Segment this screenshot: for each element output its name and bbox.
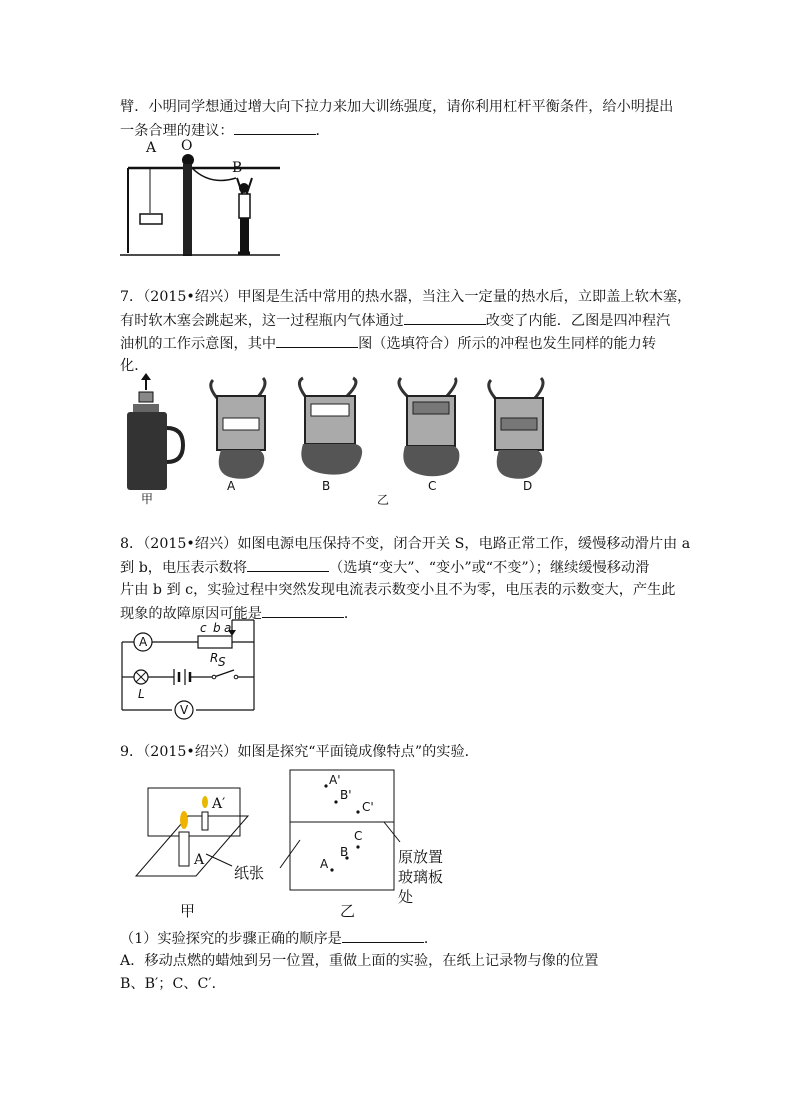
label-c: C [428,479,437,493]
q6-line-2-post: ． [315,123,330,139]
thermos-engine-figure [115,370,555,510]
q8-answer-blank-1[interactable] [247,557,329,572]
q8-line-4-post: ． [343,606,359,622]
label-yi: 乙 [340,902,356,920]
label-o: O [181,138,193,154]
q9-sub-1 [120,928,438,949]
lamp-icon [134,670,148,684]
q8-line-2-post: （选填“变大”、“变小”或“不变”）；继续缓慢移动滑 [329,560,650,576]
q8-line-1: 8．（2015•绍兴）如图电源电压保持不变，闭合开关 S，电路正常工作，缓慢移动滑片由 a [120,536,691,552]
label-paper: 纸张 [234,864,265,882]
label-a: A [194,852,205,868]
candle-icon [179,811,189,866]
label-s: S [218,655,226,669]
ammeter-icon [134,633,152,651]
label-l: L [138,687,145,701]
q7-line-3 [120,333,656,354]
label-b: b [213,621,221,635]
q7-answer-blank-1[interactable] [404,310,486,325]
q9-answer-blank[interactable] [342,928,424,943]
q9-sub-1-post: ． [423,931,439,947]
q6-line-2-pre: 一条合理的建议： [120,123,234,139]
paper-plane [136,816,248,876]
lever-training-figure [120,138,280,258]
label-pc: C [354,829,363,843]
pull-rope [192,168,236,180]
q7-line-4: 化． [120,358,149,374]
q7-line-1: 7．（2015•绍兴）甲图是生活中常用的热水器，当注入一定量的热水后，立即盖上软木塞， [120,289,692,305]
label-a: a [224,621,232,635]
q6-line-1: 臂．小明同学想通过增大向下拉力来加大训练强度，请你利用杠杆平衡条件，给小明提出 [120,99,674,115]
virtual-candle-icon [202,796,208,830]
engine-a-icon [211,378,265,479]
q7-line-2-post: 改变了内能．乙图是四冲程汽 [485,313,671,329]
engine-d-icon [489,378,543,479]
label-pa: A [320,857,329,871]
label-glass-1: 原放置 [398,848,444,866]
label-a-prime: A′ [212,796,226,812]
q9-sub-1-pre: （1）实验探究的步骤正确的顺序是 [120,931,342,947]
label-glass-3: 处 [398,888,414,906]
label-a: A [146,140,157,156]
label-jia: 甲 [141,492,154,506]
label-b: B [322,479,331,493]
label-jia: 甲 [180,902,196,920]
thermos-icon [127,373,183,490]
label-bp: B' [340,788,352,802]
q7-line-3-post: 图（选填符合）所示的冲程也发生同样的能力转 [358,336,657,352]
ammeter-label: A [139,635,148,649]
label-c: c [200,621,207,635]
q9-option-a: A．移动点燃的蜡烛到另一位置，重做上面的实验，在纸上记录物与像的位置 [120,953,599,969]
circuit-diagram [118,614,263,722]
voltmeter-icon [175,701,193,719]
q9-line-1: 9．（2015•绍兴）如图是探究“平面镜成像特点”的实验． [120,744,479,760]
mirror-experiment-figure [128,766,468,926]
label-yi: 乙 [377,493,390,507]
q7-answer-blank-2[interactable] [276,333,358,348]
label-d: D [523,479,533,493]
q8-line-3: 片由 b 到 c，实验过程中突然发现电流表示数变小且不为零，电压表的示数变大，产生此 [120,582,676,598]
q8-line-2 [120,557,649,578]
q9-option-a-cont: B、B′；C、C′． [120,976,226,992]
q8-line-2-pre: 到 b，电压表示数将 [120,560,248,576]
label-ap: A' [329,773,341,787]
person-figure [237,178,252,253]
glass-plate [148,788,240,836]
q8-line-4-pre: 现象的故障原因可能是 [120,606,262,622]
label-pb: B [340,845,349,859]
weight-block [140,214,162,224]
q7-line-2-pre: 有时软木塞会跳起来，这一过程瓶内气体通过 [120,313,404,329]
q6-answer-blank[interactable] [234,120,316,135]
label-glass-2: 玻璃板 [398,868,444,886]
post [183,164,192,256]
battery-icon [174,669,190,685]
voltmeter-label: V [180,703,189,717]
label-r: R [210,651,219,665]
q7-line-3-pre: 油机的工作示意图，其中 [120,336,277,352]
label-b: B [232,160,243,176]
q8-answer-blank-2[interactable] [262,603,344,618]
label-cp: C' [362,800,374,814]
engine-b-icon [299,378,362,475]
glass-pointer [384,822,400,842]
q7-line-2 [120,310,670,331]
engine-c-icon [399,378,459,476]
label-a: A [227,479,236,493]
